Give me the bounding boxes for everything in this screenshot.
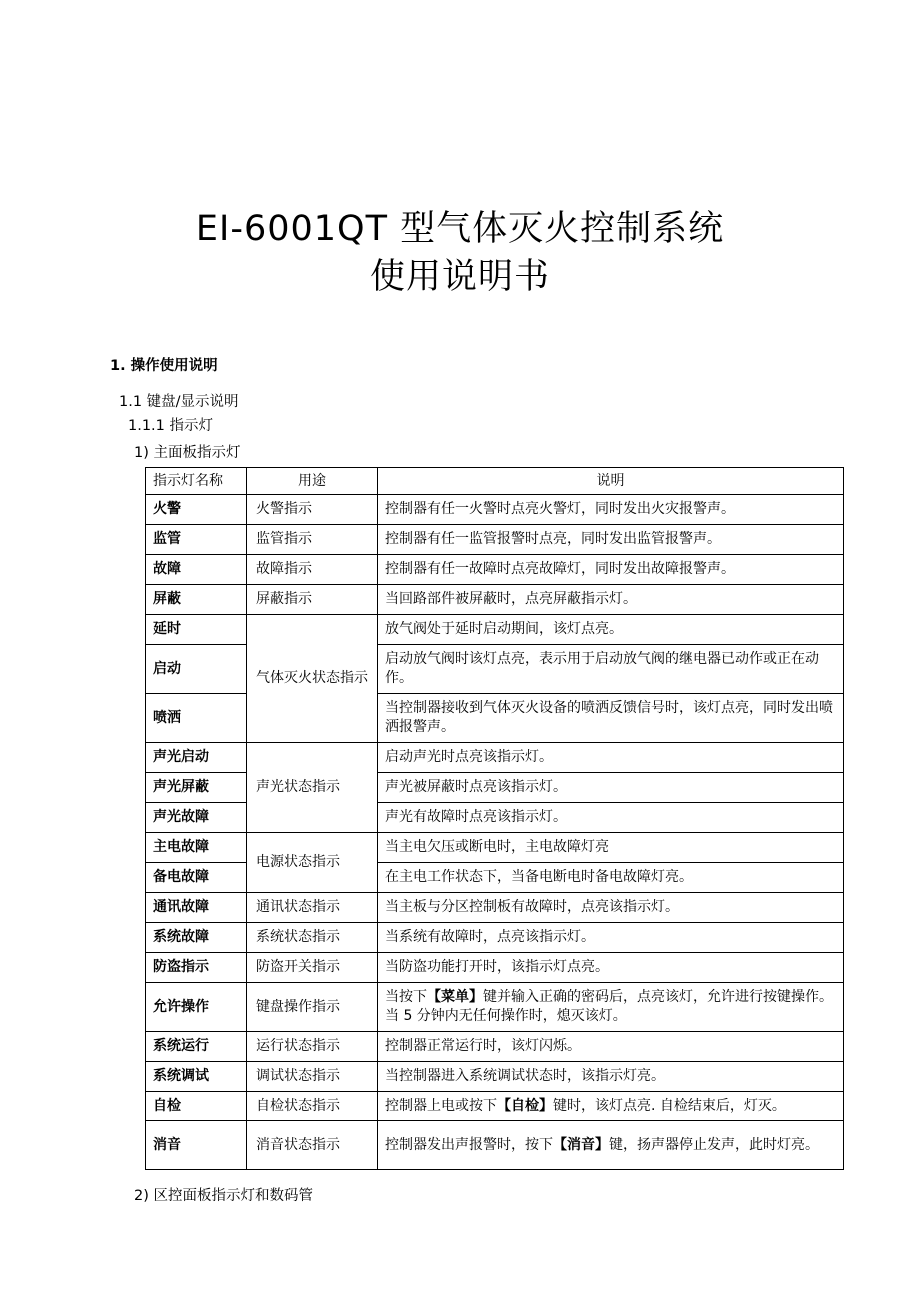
cell-desc: 当系统有故障时，点亮该指示灯。 bbox=[378, 923, 844, 953]
cell-use: 防盗开关指示 bbox=[247, 953, 378, 983]
cell-use: 通讯状态指示 bbox=[247, 893, 378, 923]
selftest-key-label: 【自检】 bbox=[497, 1097, 553, 1114]
cell-desc: 当回路部件被屏蔽时，点亮屏蔽指示灯。 bbox=[378, 585, 844, 615]
table-row bbox=[146, 953, 844, 983]
cell-desc: 在主电工作状态下，当备电断电时备电故障灯亮。 bbox=[378, 863, 844, 893]
cell-desc: 当控制器接收到气体灭火设备的喷洒反馈信号时，该灯点亮，同时发出喷洒报警声。 bbox=[378, 694, 844, 743]
cell-desc: 当防盗功能打开时，该指示灯点亮。 bbox=[378, 953, 844, 983]
subsubsection-heading: 1.1.1 指示灯 bbox=[128, 418, 214, 434]
desc-text: 键时，该灯点亮. 自检结束后，灯灭。 bbox=[553, 1097, 786, 1114]
cell-desc bbox=[378, 983, 844, 1032]
menu-key-label: 【菜单】 bbox=[427, 989, 483, 1005]
cell-desc: 启动声光时点亮该指示灯。 bbox=[378, 743, 844, 773]
cell-use: 监管指示 bbox=[247, 525, 378, 555]
cell-desc: 控制器正常运行时，该灯闪烁。 bbox=[378, 1032, 844, 1062]
desc-text: 当按下 bbox=[385, 989, 427, 1005]
cell-desc: 控制器有任一火警时点亮火警灯，同时发出火灾报警声。 bbox=[378, 495, 844, 525]
table-row bbox=[146, 1032, 844, 1062]
table-row bbox=[146, 983, 844, 1032]
cell-use: 声光状态指示 bbox=[247, 743, 378, 833]
list-item-heading: 1) 主面板指示灯 bbox=[134, 445, 241, 461]
table-row bbox=[146, 893, 844, 923]
cell-use: 运行状态指示 bbox=[247, 1032, 378, 1062]
table-row bbox=[146, 1121, 844, 1170]
cell-name: 消音 bbox=[146, 1121, 247, 1170]
list-item-heading: 2) 区控面板指示灯和数码管 bbox=[134, 1188, 313, 1204]
header-name: 指示灯名称 bbox=[146, 468, 247, 495]
table-row bbox=[146, 1092, 844, 1121]
indicator-table bbox=[145, 467, 844, 1170]
cell-name: 主电故障 bbox=[146, 833, 247, 863]
desc-text: 键并输入正确的密码后，点亮该灯，允许进行按键操作。当 5 分钟内无任何操作时，熄灭该灯。 bbox=[385, 989, 833, 1024]
cell-name: 防盗指示 bbox=[146, 953, 247, 983]
cell-desc: 当主板与分区控制板有故障时，点亮该指示灯。 bbox=[378, 893, 844, 923]
cell-name: 系统运行 bbox=[146, 1032, 247, 1062]
cell-desc: 控制器有任一故障时点亮故障灯，同时发出故障报警声。 bbox=[378, 555, 844, 585]
table-row bbox=[146, 615, 844, 645]
table-row bbox=[146, 555, 844, 585]
cell-desc: 声光有故障时点亮该指示灯。 bbox=[378, 803, 844, 833]
cell-name: 声光屏蔽 bbox=[146, 773, 247, 803]
desc-text: 键，扬声器停止发声，此时灯亮。 bbox=[609, 1136, 819, 1153]
cell-name: 监管 bbox=[146, 525, 247, 555]
table-row bbox=[146, 923, 844, 953]
header-use: 用途 bbox=[247, 468, 378, 495]
section-heading: 1. 操作使用说明 bbox=[110, 358, 218, 374]
cell-name: 喷洒 bbox=[146, 694, 247, 743]
cell-desc bbox=[378, 1092, 844, 1121]
table-row bbox=[146, 743, 844, 773]
cell-name: 火警 bbox=[146, 495, 247, 525]
cell-use: 自检状态指示 bbox=[247, 1092, 378, 1121]
cell-name: 启动 bbox=[146, 645, 247, 694]
cell-desc: 当主电欠压或断电时，主电故障灯亮 bbox=[378, 833, 844, 863]
table-row bbox=[146, 495, 844, 525]
cell-desc: 声光被屏蔽时点亮该指示灯。 bbox=[378, 773, 844, 803]
cell-use: 消音状态指示 bbox=[247, 1121, 378, 1170]
desc-text: 控制器发出声报警时，按下 bbox=[385, 1136, 553, 1153]
table-row bbox=[146, 1062, 844, 1092]
desc-text: 控制器上电或按下 bbox=[385, 1097, 497, 1114]
cell-name: 声光启动 bbox=[146, 743, 247, 773]
cell-desc: 控制器有任一监管报警时点亮，同时发出监管报警声。 bbox=[378, 525, 844, 555]
cell-name: 故障 bbox=[146, 555, 247, 585]
table-header-row bbox=[146, 468, 844, 495]
document-subtitle: 使用说明书 bbox=[369, 257, 550, 297]
cell-desc: 启动放气阀时该灯点亮，表示用于启动放气阀的继电器已动作或正在动作。 bbox=[378, 645, 844, 694]
table-row bbox=[146, 585, 844, 615]
table-row bbox=[146, 525, 844, 555]
cell-use: 键盘操作指示 bbox=[247, 983, 378, 1032]
cell-name: 系统调试 bbox=[146, 1062, 247, 1092]
header-desc: 说明 bbox=[378, 468, 844, 495]
table-row bbox=[146, 833, 844, 863]
document-title: EI-6001QT 型气体灭火控制系统 bbox=[195, 209, 725, 249]
cell-name: 系统故障 bbox=[146, 923, 247, 953]
cell-use: 系统状态指示 bbox=[247, 923, 378, 953]
cell-name: 屏蔽 bbox=[146, 585, 247, 615]
cell-desc: 当控制器进入系统调试状态时，该指示灯亮。 bbox=[378, 1062, 844, 1092]
subsection-heading: 1.1 键盘/显示说明 bbox=[119, 394, 239, 410]
cell-use: 故障指示 bbox=[247, 555, 378, 585]
cell-name: 延时 bbox=[146, 615, 247, 645]
cell-use: 屏蔽指示 bbox=[247, 585, 378, 615]
cell-desc: 放气阀处于延时启动期间，该灯点亮。 bbox=[378, 615, 844, 645]
cell-name: 自检 bbox=[146, 1092, 247, 1121]
mute-key-label: 【消音】 bbox=[553, 1136, 609, 1153]
cell-name: 备电故障 bbox=[146, 863, 247, 893]
cell-use: 调试状态指示 bbox=[247, 1062, 378, 1092]
cell-use: 火警指示 bbox=[247, 495, 378, 525]
cell-name: 通讯故障 bbox=[146, 893, 247, 923]
cell-name: 允许操作 bbox=[146, 983, 247, 1032]
cell-use: 电源状态指示 bbox=[247, 833, 378, 893]
cell-name: 声光故障 bbox=[146, 803, 247, 833]
cell-use: 气体灭火状态指示 bbox=[247, 615, 378, 743]
cell-desc bbox=[378, 1121, 844, 1170]
